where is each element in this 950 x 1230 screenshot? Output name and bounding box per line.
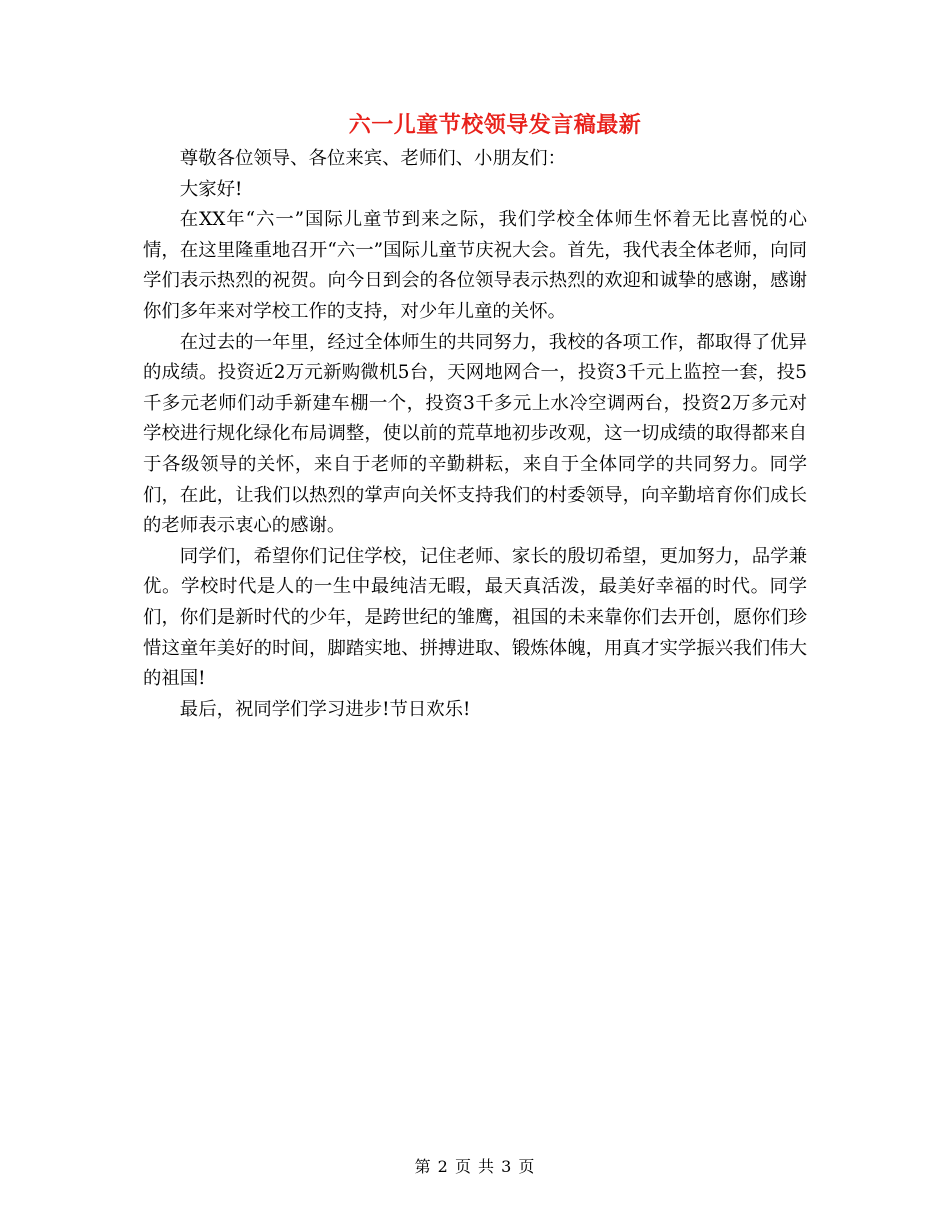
body-paragraph: 在过去的一年里，经过全体师生的共同努力，我校的各项工作，都取得了优异的成绩。投资近2万元新购微机5台，天网地网合一，投资3千元上监控一套，投5千多元老师们动手新建车棚一个，投资3千多元上水冷空调两台，投资2万多元对学校进行规化绿化布局调整，使以前的荒草地初步改观，这一切成绩的取得都来自于各级领导的关怀，来自于老师的辛勤耕耘，来自于全体同学的共同努力。同学们，在此，让我们以热烈的掌声向关怀支持我们的村委领导，向辛勤培育你们成长的老师表示衷心的感谢。 <box>143 331 807 537</box>
page-number: 第 2 页 共 3 页 <box>414 1157 536 1176</box>
closing-paragraph: 最后，祝同学们学习进步!节日欢乐! <box>179 698 471 720</box>
body-paragraph: 在XX年“六一”国际儿童节到来之际，我们学校全体师生怀着无比喜悦的心情，在这里隆重地召开“六一”国际儿童节庆祝大会。首先，我代表全体老师，向同学们表示热烈的祝贺。向今日到会的各位领导表示热烈的欢迎和诚挚的感谢，感谢你们多年来对学校工作的支持，对少年儿童的关怀。 <box>143 209 807 322</box>
greeting-paragraph: 大家好! <box>179 178 243 200</box>
salutation-paragraph: 尊敬各位领导、各位来宾、老师们、小朋友们： <box>179 148 567 169</box>
document-title: 六一儿童节校领导发言稿最新 <box>348 112 642 138</box>
body-paragraph: 同学们，希望你们记住学校，记住老师、家长的殷切希望，更加努力，品学兼优。学校时代是人的一生中最纯洁无暇，最天真活泼，最美好幸福的时代。同学们，你们是新时代的少年，是跨世纪的雏鹰，祖国的未来靠你们去开创，愿你们珍惜这童年美好的时间，脚踏实地、拼搏进取、锻炼体魄，用真才实学振兴我们伟大的祖国! <box>143 545 807 690</box>
document-body <box>143 144 807 725</box>
